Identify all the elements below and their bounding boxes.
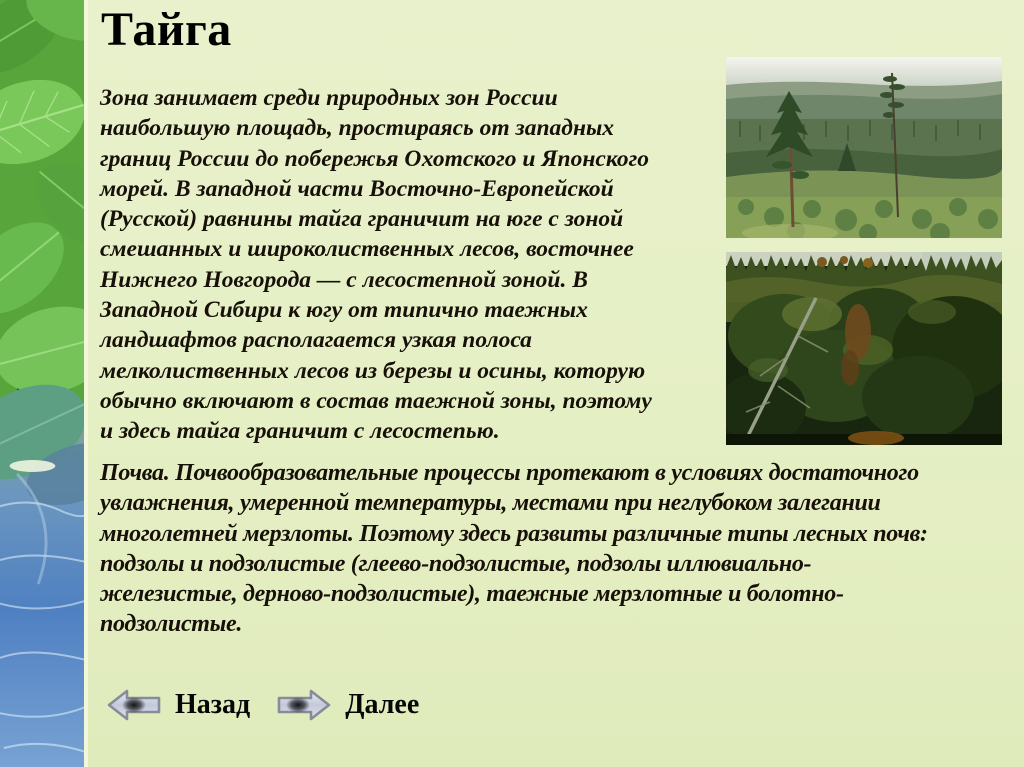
- text-line: Нижнего Новгорода — с лесостепной зоной. В: [100, 266, 588, 293]
- text-line: морей. В западной части Восточно-Европейской: [100, 175, 614, 202]
- leaves-and-water-image: [0, 0, 84, 767]
- taiga-panorama-photo: [726, 57, 1002, 238]
- sidebar-nature-strip: [0, 0, 88, 767]
- text-line: Зона занимает среди природных зон России: [100, 85, 558, 111]
- text-line: подзолистые.: [100, 611, 243, 638]
- arrow-left-icon: [106, 688, 162, 722]
- navigation: [106, 688, 419, 722]
- back-button[interactable]: [106, 688, 250, 722]
- paragraph-soil: [100, 458, 1015, 640]
- next-label: Далее: [345, 689, 420, 720]
- text-line: мелколиственных лесов из березы и осины, которую: [100, 357, 646, 384]
- text-line: смешанных и широколиственных лесов, восточнее: [100, 236, 634, 263]
- text-line: границ России до побережья Охотского и Японского: [100, 145, 650, 172]
- back-label: Назад: [175, 689, 251, 720]
- text-line: (Русской) равнины тайга граничит на юге с зоной: [100, 206, 624, 233]
- taiga-panorama-image: [726, 57, 1002, 238]
- arrow-right-icon: [276, 688, 332, 722]
- text-line: и здесь тайга граничит с лесостепью.: [100, 418, 500, 445]
- text-line: ландшафтов располагается узкая полоса: [100, 327, 532, 354]
- dense-forest-image: [726, 252, 1002, 445]
- text-line: железистые, дерново-подзолистые), таежные мерзлотные и болотно-: [100, 581, 844, 608]
- text-line: наибольшую площадь, простираясь от западных: [100, 115, 615, 142]
- text-line: Западной Сибири к югу от типично таежных: [100, 297, 588, 324]
- paragraph-geography: [100, 83, 725, 447]
- next-button[interactable]: [276, 688, 419, 722]
- page-title: Тайга: [101, 3, 232, 56]
- text-line: многолетней мерзлоты. Поэтому здесь развиты различные типы лесных почв:: [100, 520, 928, 547]
- text-line: подзолы и подзолистые (глеево-подзолистые, подзолы иллювиально-: [100, 550, 812, 577]
- text-line: Почва. Почвообразовательные процессы протекают в условиях достаточного: [100, 460, 919, 486]
- taiga-forest-photo: [726, 252, 1002, 445]
- text-line: обычно включают в состав таежной зоны, поэтому: [100, 387, 652, 414]
- text-line: увлажнения, умеренной температуры, местами при неглубоком залегании: [100, 490, 881, 517]
